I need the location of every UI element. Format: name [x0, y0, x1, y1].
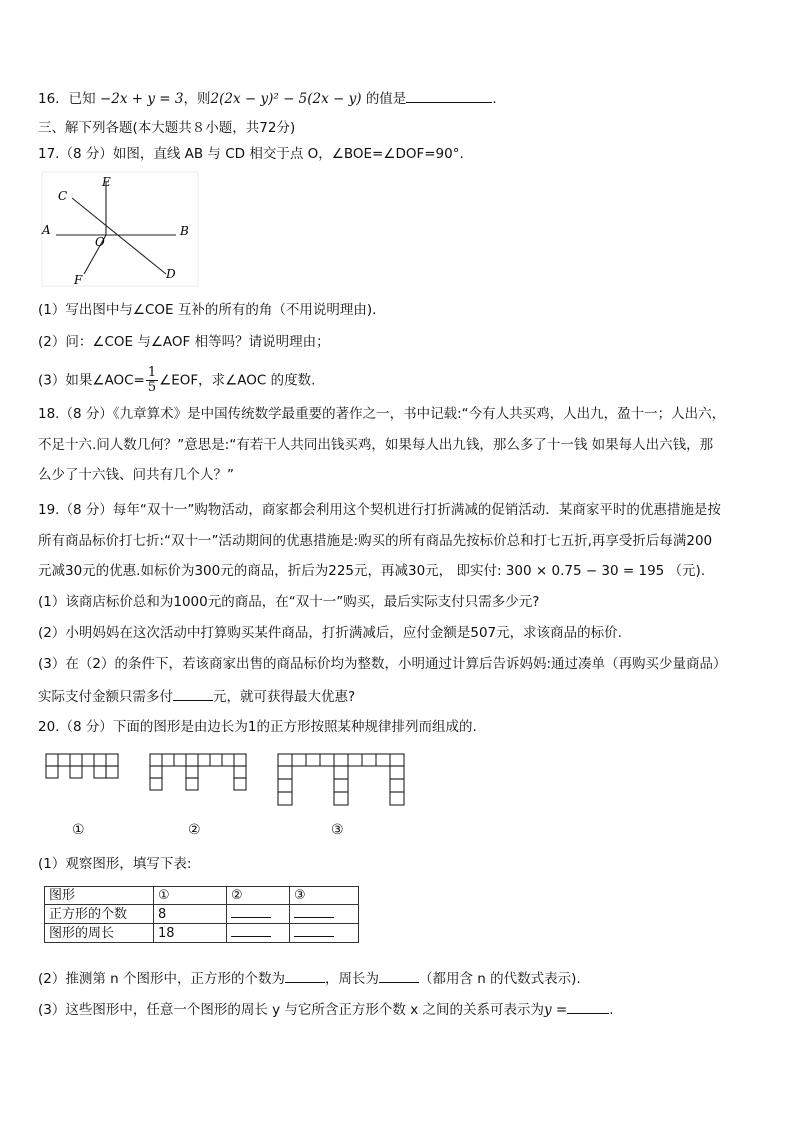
q17-part3	[38, 366, 315, 395]
table-cell: 8	[154, 905, 227, 924]
q17-part2: (2）问：∠COE 与∠AOF 相等吗？请说明理由；	[38, 334, 330, 350]
q17-part1: (1）写出图中与∠COE 互补的所有的角（不用说明理由).	[38, 302, 377, 318]
q20-part3-prefix: (3）这些图形中，任意一个图形的周长 y 与它所含正方形个数 x 之间的关系可表示为	[38, 1002, 544, 1018]
q19-part3a: (3）在（2）的条件下，若该商家出售的商品标价均为整数，小明通过计算后告诉妈妈:通过凑单（再购买少量商品）	[38, 656, 727, 672]
q16-condition: −2x + y = 3	[99, 91, 184, 107]
answer-blank[interactable]	[173, 686, 213, 701]
table-cell: 正方形的个数	[45, 905, 154, 924]
label-a: A	[42, 223, 51, 237]
q16-expression: 2(2x − y)² − 5(2x − y)	[210, 91, 362, 107]
pattern-figure-3	[278, 754, 408, 810]
pattern-figure-1	[46, 754, 122, 784]
q18-line2: 不足十六.问人数几何？”意思是:“有若干人共同出钱买鸡，如果每人出九钱，那么多了十一钱 如果每人出六钱，那	[38, 437, 714, 453]
line-cd	[72, 198, 166, 274]
question-16	[38, 88, 506, 108]
q19-part3b-prefix: 实际支付金额只需多付	[38, 689, 173, 705]
label-f: F	[74, 273, 83, 287]
table-header-row	[45, 887, 359, 905]
q20-part1: (1）观察图形，填写下表:	[38, 856, 192, 872]
label-c: C	[58, 189, 68, 203]
table-row	[45, 905, 359, 924]
figure-label-3: ③	[331, 822, 344, 838]
fraction-denominator: 5	[147, 380, 157, 395]
q16-end: ．	[492, 91, 506, 107]
table-cell-blank[interactable]	[227, 905, 290, 924]
answer-blank[interactable]	[285, 968, 325, 983]
pattern-figure-2	[150, 754, 250, 804]
q20-part3	[38, 999, 614, 1019]
table-cell: 图形的周长	[45, 924, 154, 943]
q18-line3: 么少了十六钱、问共有几个人？”	[38, 467, 234, 483]
q19-line2: 所有商品标价打七折:“双十一”活动期间的优惠措施是:购买的所有商品先按标价总和打七五折,再享受折后每满200	[38, 533, 713, 549]
table-cell-blank[interactable]	[227, 924, 290, 943]
q16-tail: 的值是	[365, 91, 407, 107]
q17-part3-suffix: ∠EOF，求∠AOC 的度数.	[159, 372, 316, 389]
fraction-one-fifth	[146, 366, 158, 395]
q20-part3-end: .	[609, 1002, 614, 1018]
label-e: E	[102, 175, 111, 189]
figure-label-1: ①	[72, 822, 85, 838]
q19-line1: 19.（8 分）每年“双十一”购物活动，商家都会利用这个契机进行打折满减的促销活动．某商家平时的优惠措施是按	[38, 502, 721, 518]
q19-line3: 元减30元的优惠.如标价为300元的商品，折后为225元，再减30元， 即实付: 300 × 0.75 − 30 = 195 （元).	[38, 563, 706, 579]
table-header: ②	[227, 887, 290, 905]
question-17-stem: 17.（8 分）如图，直线 AB 与 CD 相交于点 O，∠BOE=∠DOF=90°.	[38, 146, 464, 162]
intersecting-lines-figure	[42, 172, 202, 288]
q19-part3b-suffix: 元，就可获得最大优惠?	[213, 689, 356, 705]
q19-part3b	[38, 686, 355, 706]
q17-part3-prefix: (3）如果∠AOC=	[38, 372, 145, 389]
figure-label-2: ②	[188, 822, 201, 838]
label-b: B	[180, 224, 189, 238]
q20-part2-mid: ，周长为	[325, 971, 379, 987]
answer-blank[interactable]	[567, 999, 609, 1014]
q20-part3-var: y =	[544, 1002, 568, 1018]
q16-connector: ，则	[183, 91, 211, 107]
table-header: ③	[290, 887, 359, 905]
q20-part2-suffix: （都用含 n 的代数式表示).	[419, 971, 581, 987]
q20-part2	[38, 968, 581, 988]
q19-part1: (1）该商店标价总和为1000元的商品，在“双十一”购买，最后实际支付只需多少元?	[38, 594, 540, 610]
answer-table	[44, 886, 359, 943]
fraction-numerator: 1	[147, 365, 157, 380]
q18-line1: 18.（8 分）《九章算术》是中国传统数学最重要的著作之一，书中记载:“今有人共买鸡，人出九，盈十一；人出六，	[38, 406, 726, 422]
q20-stem: 20.（8 分）下面的图形是由边长为1的正方形按照某种规律排列而组成的.	[38, 719, 477, 735]
table-header: ①	[154, 887, 227, 905]
label-o: O	[95, 235, 105, 249]
table-cell-blank[interactable]	[290, 924, 359, 943]
q19-part2: (2）小明妈妈在这次活动中打算购买某件商品，打折满减后，应付金额是507元，求该商品的标价.	[38, 625, 622, 641]
q20-part2-prefix: (2）推测第 n 个图形中，正方形的个数为	[38, 971, 285, 987]
table-cell-blank[interactable]	[290, 905, 359, 924]
section-heading: 三、解下列各题(本大题共８小题，共72分)	[38, 120, 296, 136]
table-header: 图形	[45, 887, 154, 905]
answer-blank[interactable]	[406, 88, 492, 103]
answer-blank[interactable]	[379, 968, 419, 983]
table-row	[45, 924, 359, 943]
label-d: D	[166, 267, 176, 281]
q16-number: 16．已知	[38, 91, 96, 107]
table-cell: 18	[154, 924, 227, 943]
